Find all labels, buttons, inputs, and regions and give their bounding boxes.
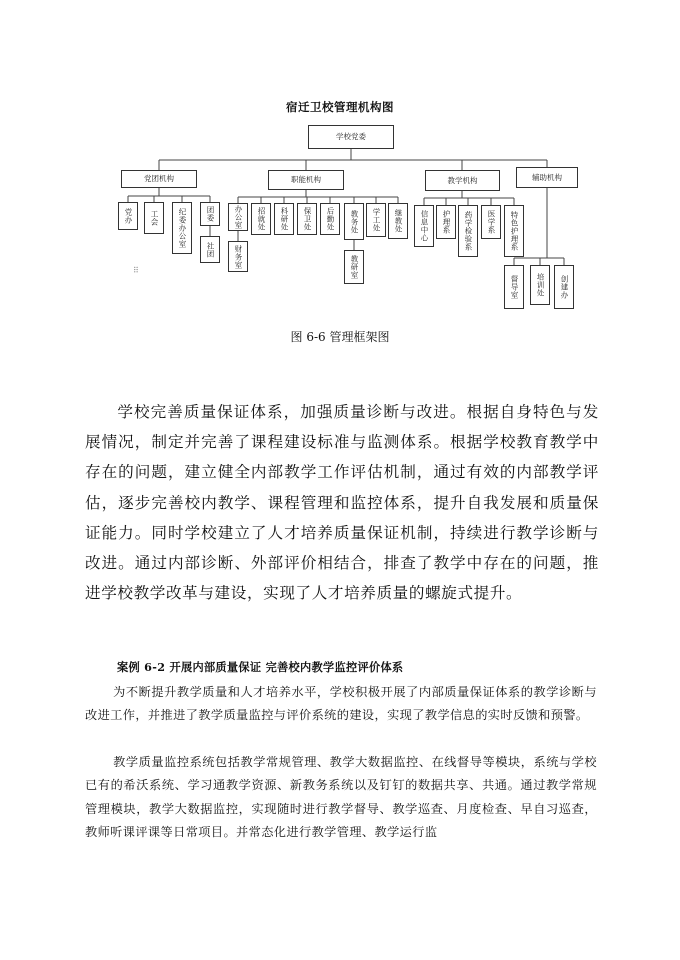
node-teaching-research: 教研室 xyxy=(344,250,364,284)
node-pharmacy-lab: 药学检验系 xyxy=(458,205,478,257)
node-admissions: 招就处 xyxy=(251,203,271,235)
node-research: 科研处 xyxy=(274,203,294,235)
node-party-office: 党办 xyxy=(118,202,138,230)
node-supervision: 督导室 xyxy=(504,265,524,309)
case-paragraph-2-text: 教学质量监控系统包括教学常规管理、教学大数据监控、在线督导等模块，系统与学校已有的希沃系统、学习通教学资源、新教务系统以及钉钉的数据共享、共通。通过教学常规管理模块，教学大数据监控，实现随时进行教学督导、教学巡查、月度检查、早自习巡查，教师听课评课等日常项目。并常态化进行教学管理、教学运行监 xyxy=(85,755,597,840)
node-student-affairs: 学工处 xyxy=(366,203,386,237)
node-party-group: 党团机构 xyxy=(121,170,197,188)
node-security: 保卫处 xyxy=(297,203,317,235)
node-special-nursing: 特色护理系 xyxy=(504,205,524,257)
node-medicine: 医学系 xyxy=(481,205,501,239)
node-discipline-office: 纪委办公室 xyxy=(172,202,192,254)
org-chart-connectors xyxy=(0,0,680,330)
node-nursing: 护理系 xyxy=(436,205,456,239)
node-training: 培训处 xyxy=(530,265,550,305)
case-paragraph-1-text: 为不断提升教学质量和人才培养水平，学校积极开展了内部质量保证体系的教学诊断与改进工作，并推进了教学质量监控与评价系统的建设，实现了教学信息的实时反馈和预警。 xyxy=(85,685,597,723)
case-paragraph-2 xyxy=(85,751,597,845)
case-title: 案例 6-2 开展内部质量保证 完善校内教学监控评价体系 xyxy=(117,660,404,674)
node-teaching-group: 教学机构 xyxy=(425,170,500,191)
node-club: 社团 xyxy=(200,236,220,263)
node-auxiliary-group: 辅助机构 xyxy=(516,167,578,188)
drag-handle-icon: ⠿ xyxy=(133,266,139,275)
node-creation-office: 创建办 xyxy=(554,265,574,309)
node-academic-affairs: 教务处 xyxy=(344,203,364,240)
node-continuing-ed: 继教处 xyxy=(388,203,408,239)
figure-caption: 图 6-6 管理框架图 xyxy=(290,330,390,344)
body-paragraph-text: 学校完善质量保证体系，加强质量诊断与改进。根据自身特色与发展情况，制定并完善了课程建设标准与监测体系。根据学校教育教学中存在的问题，建立健全内部教学工作评估机制，通过有效的内部教学评估，逐步完善校内教学、课程管理和监控体系，提升自我发展和质量保证能力。同时学校建立了人才培养质量保证机制，持续进行教学诊断与改进。通过内部诊断、外部评价相结合，排查了教学中存在的问题，推进学校教学改革与建设，实现了人才培养质量的螺旋式提升。 xyxy=(85,403,599,603)
case-paragraph-1 xyxy=(85,681,597,728)
node-general-office: 办公室 xyxy=(228,203,248,231)
node-root: 学校党委 xyxy=(308,125,394,149)
node-finance: 财务室 xyxy=(228,241,248,272)
node-youth-league: 团委 xyxy=(200,202,220,226)
node-union: 工会 xyxy=(144,202,164,234)
node-logistics: 后勤处 xyxy=(320,203,340,235)
chart-title: 宿迁卫校管理机构图 xyxy=(286,100,394,114)
node-info-center: 信息中心 xyxy=(414,205,434,247)
body-paragraph xyxy=(85,397,599,608)
node-functional-group: 职能机构 xyxy=(268,170,344,190)
